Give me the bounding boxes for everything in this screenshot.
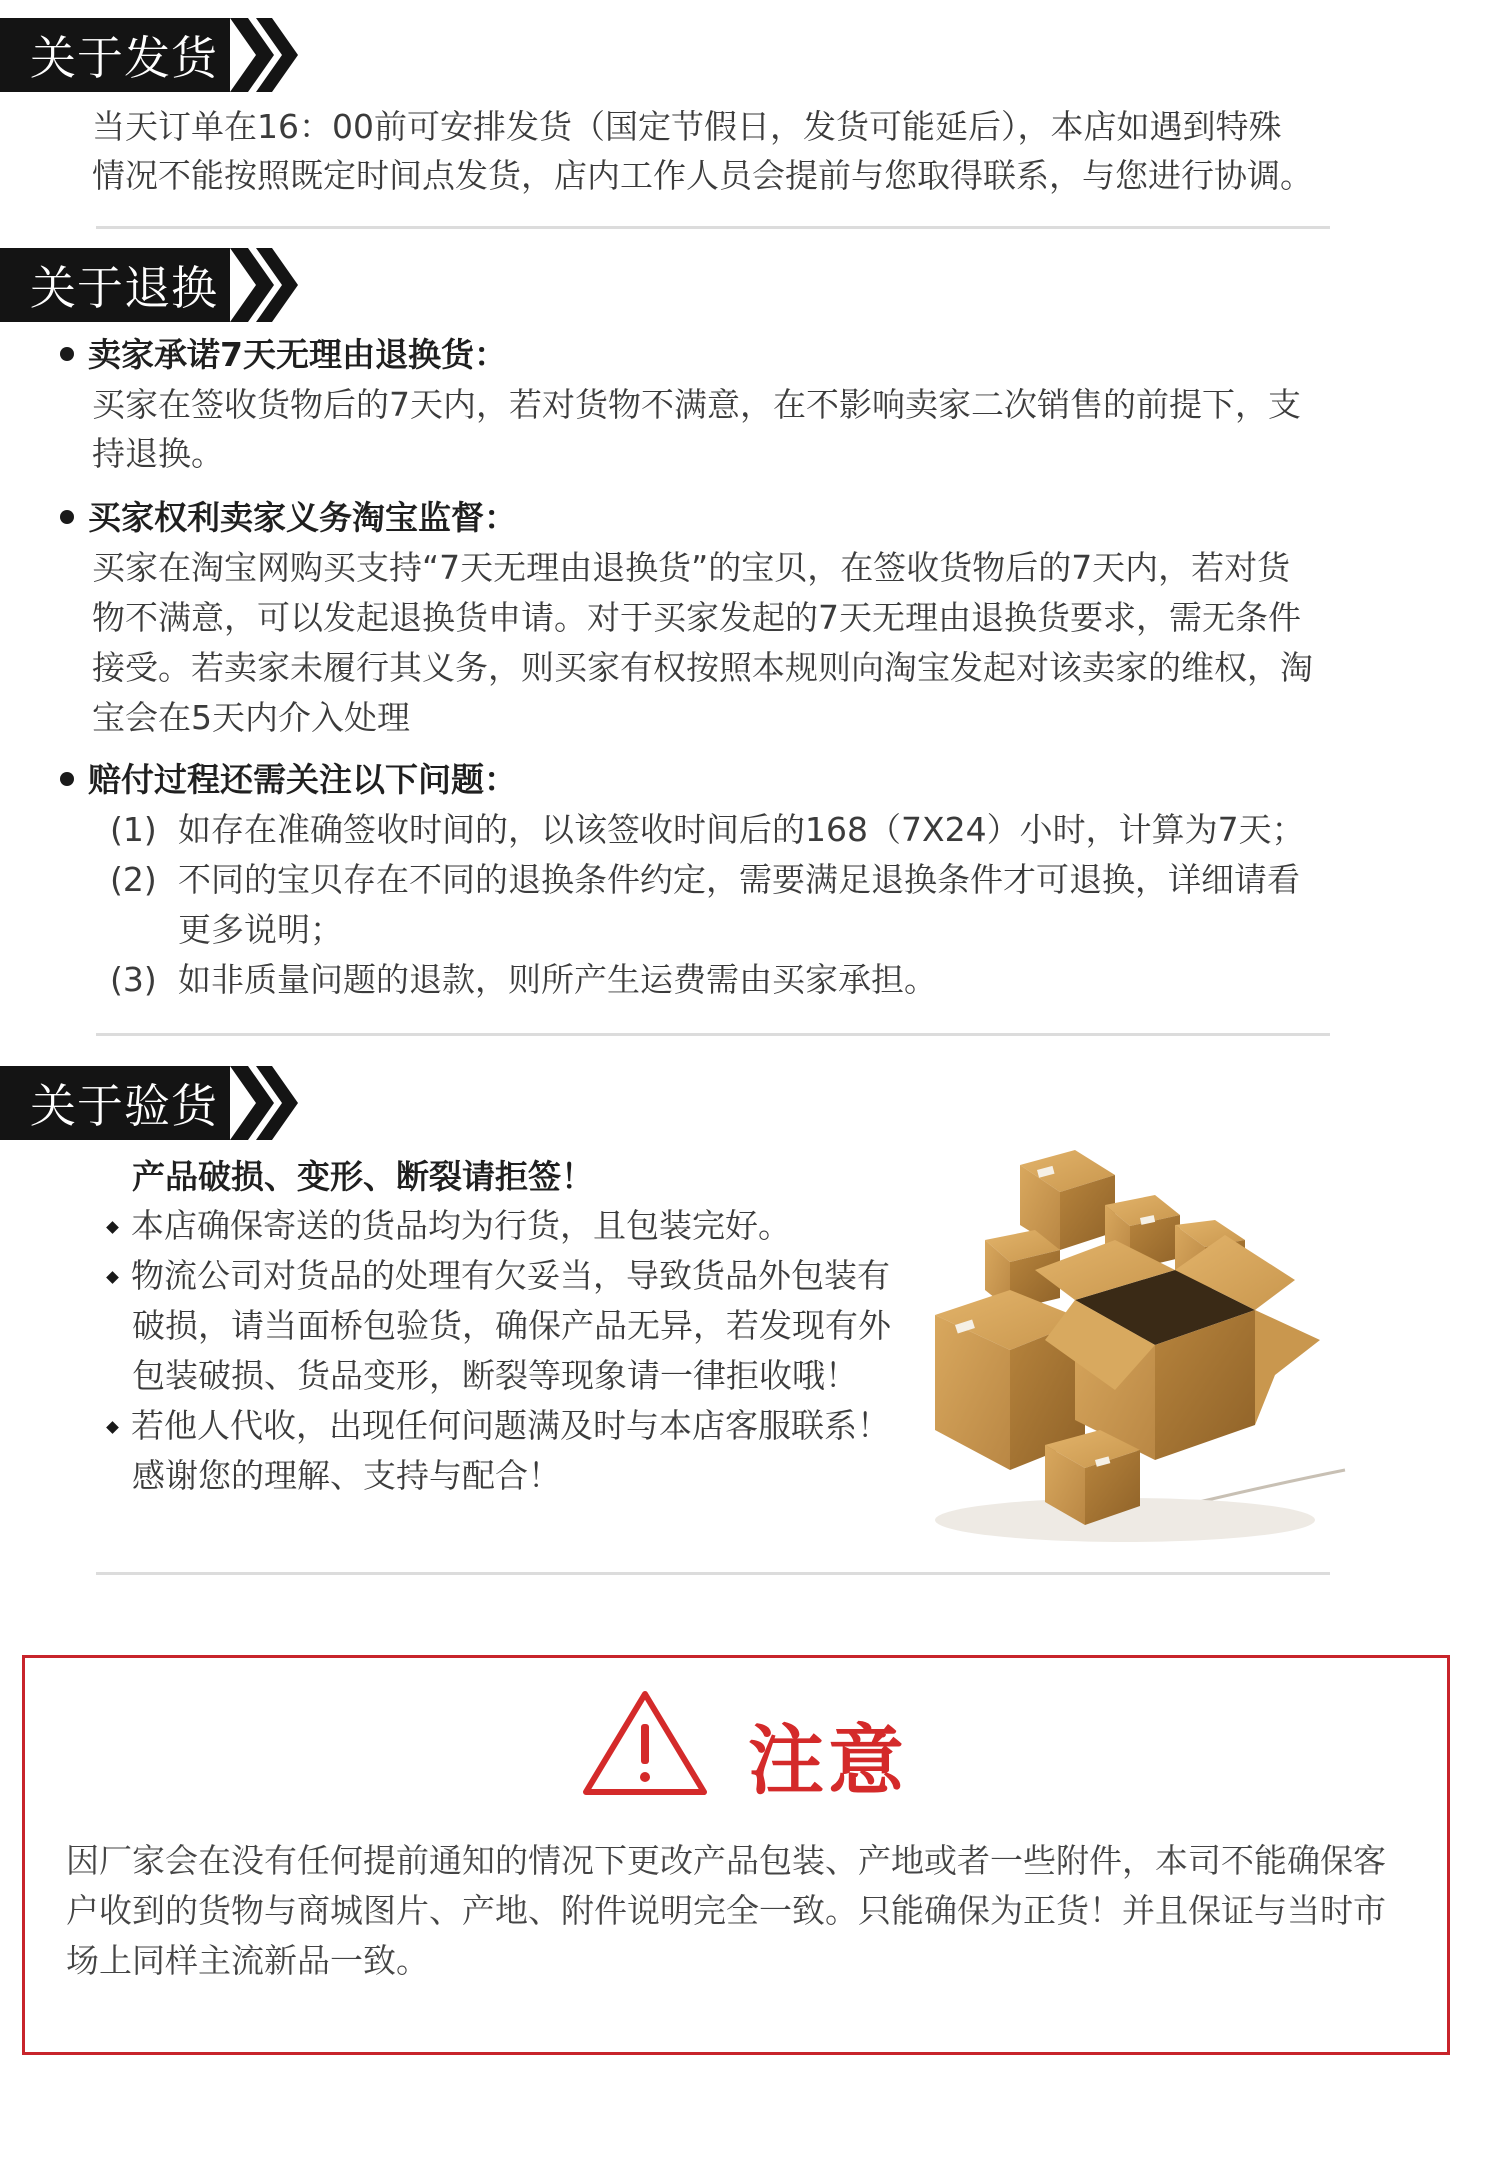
returns-bullet-2-line-1: 买家在淘宝网购买支持“7天无理由退换货”的宝贝，在签收货物后的7天内，若对货 — [92, 548, 1291, 587]
shipping-line-1: 当天订单在16：00前可安排发货（国定节假日，发货可能延后），本店如遇到特殊 — [92, 107, 1282, 146]
list-item — [110, 855, 1350, 955]
list-item-text: 不同的宝贝存在不同的退换条件约定，需要满足退换条件才可退换，详细请看 — [178, 860, 1300, 899]
double-chevron-icon — [230, 1066, 302, 1140]
list-item-text: 如存在准确签收时间的，以该签收时间后的168（7X24）小时，计算为7天； — [178, 810, 1305, 849]
double-chevron-icon — [230, 18, 302, 92]
notice-line-3: 场上同样主流新品一致。 — [66, 1941, 429, 1980]
returns-bullet-1-line-2: 持退换。 — [92, 434, 224, 473]
section-heading-returns: 关于退换 — [0, 248, 230, 322]
cardboard-boxes-illustration — [925, 1140, 1365, 1560]
list-item-text: 如非质量问题的退款，则所产生运费需由买家承担。 — [178, 960, 937, 999]
section-header-inspection — [0, 1066, 302, 1140]
divider — [96, 1033, 1330, 1036]
list-item-number: (1) — [110, 810, 157, 849]
inspection-line-2: 物流公司对货品的处理有欠妥当，导致货品外包装有 — [108, 1251, 890, 1301]
list-item — [110, 955, 1350, 1005]
section-header-shipping — [0, 18, 302, 92]
list-item-number: (3) — [110, 960, 157, 999]
bullet-dot-icon — [60, 510, 74, 524]
double-chevron-icon — [230, 248, 302, 322]
inspection-title: 产品破损、变形、断裂请拒签！ — [132, 1157, 594, 1196]
inspection-line-1: 本店确保寄送的货品均为行货，且包装完好。 — [108, 1201, 791, 1251]
returns-bullet-3-title: 赔付过程还需关注以下问题： — [60, 755, 517, 805]
bullet-dot-icon — [60, 347, 74, 361]
warning-triangle-icon — [580, 1688, 710, 1800]
divider — [96, 226, 1330, 229]
bullet-diamond-icon — [106, 1421, 119, 1434]
returns-bullet-2-line-2: 物不满意，可以发起退换货申请。对于买家发起的7天无理由退换货要求，需无条件 — [92, 598, 1301, 637]
notice-line-1: 因厂家会在没有任何提前通知的情况下更改产品包装、产地或者一些附件，本司不能确保客 — [66, 1841, 1386, 1880]
bullet-diamond-icon — [106, 1271, 119, 1284]
shipping-line-2: 情况不能按照既定时间点发货，店内工作人员会提前与您取得联系，与您进行协调。 — [92, 156, 1313, 195]
inspection-line-6: 感谢您的理解、支持与配合！ — [132, 1456, 561, 1495]
divider — [96, 1572, 1330, 1575]
inspection-line-4: 包装破损、货品变形，断裂等现象请一律拒收哦！ — [132, 1356, 858, 1395]
notice-text — [66, 1836, 1426, 1986]
list-item-number: (2) — [110, 860, 157, 899]
section-heading-shipping: 关于发货 — [0, 18, 230, 92]
returns-bullet-1-line-1: 买家在签收货物后的7天内，若对货物不满意，在不影响卖家二次销售的前提下，支 — [92, 385, 1301, 424]
inspection-line-5: 若他人代收，出现任何问题满及时与本店客服联系！ — [108, 1401, 890, 1451]
notice-title: 注意 — [748, 1716, 908, 1805]
bullet-dot-icon — [60, 772, 74, 786]
returns-bullet-2-line-3: 接受。若卖家未履行其义务，则买家有权按照本规则向淘宝发起对该卖家的维权，淘 — [92, 648, 1313, 687]
bullet-diamond-icon — [106, 1221, 119, 1234]
returns-bullet-1-title: 卖家承诺7天无理由退换货： — [60, 330, 507, 380]
returns-bullet-2-line-4: 宝会在5天内介入处理 — [92, 698, 410, 737]
returns-bullet-2-title: 买家权利卖家义务淘宝监督： — [60, 493, 517, 543]
inspection-line-3: 破损，请当面桥包验货，确保产品无异，若发现有外 — [132, 1306, 891, 1345]
notice-line-2: 户收到的货物与商城图片、产地、附件说明完全一致。只能确保为正货！并且保证与当时市 — [66, 1891, 1386, 1930]
section-header-returns — [0, 248, 302, 322]
section-heading-inspection: 关于验货 — [0, 1066, 230, 1140]
list-item-text: 更多说明； — [178, 910, 343, 949]
list-item — [110, 805, 1350, 855]
